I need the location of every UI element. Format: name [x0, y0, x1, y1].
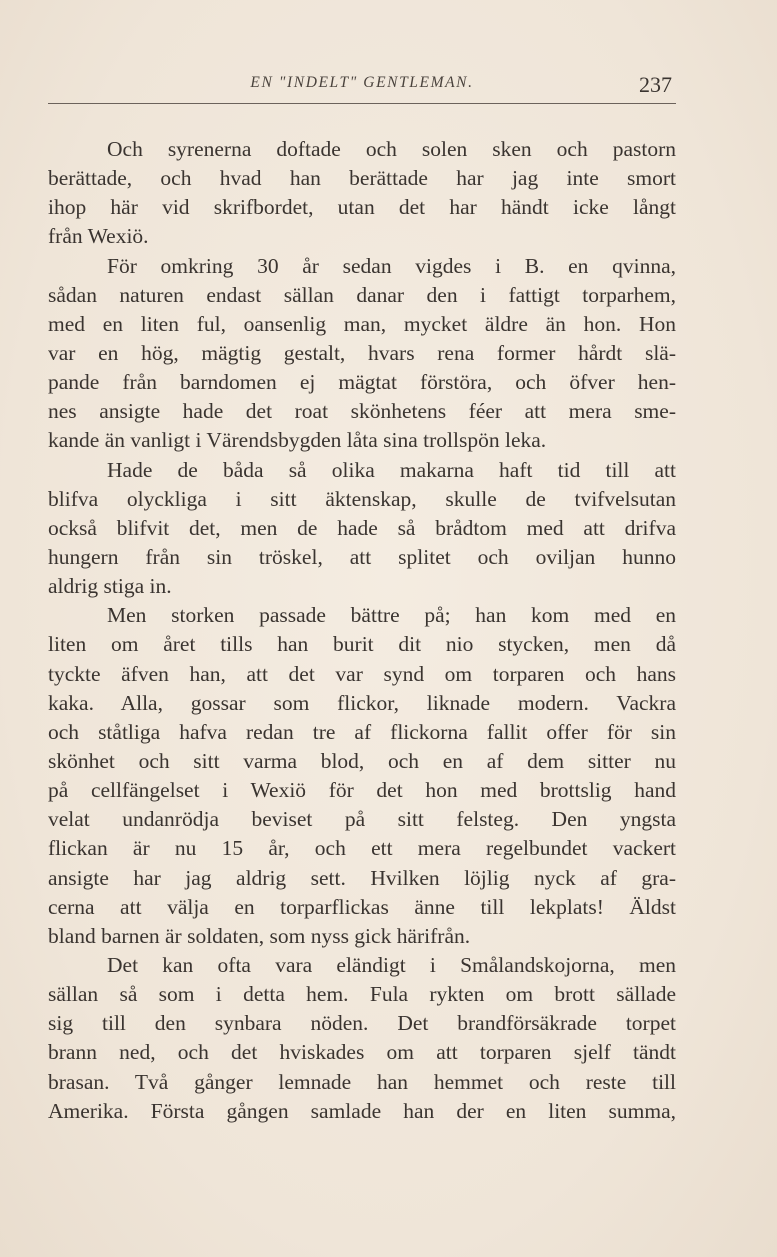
text-line: flickan är nu 15 år, och ett mera regelbundet vackert [48, 836, 676, 861]
text-line: kaka. Alla, gossar som flickor, liknade modern. Vackra [48, 690, 676, 715]
text-line: berättade, och hvad han berättade har jag inte smort [48, 166, 676, 191]
text-line: velat undanrödja beviset på sitt felsteg. Den yngsta [48, 807, 676, 832]
text-line: bland barnen är soldaten, som nyss gick härifrån. [48, 923, 471, 948]
text-line: från Wexiö. [48, 224, 149, 249]
text-line: nes ansigte hade det roat skönhetens féer att mera sme- [48, 399, 676, 424]
page-number: 237 [639, 72, 672, 97]
text-line: brasan. Två gånger lemnade han hemmet och reste till [48, 1069, 676, 1094]
text-line: brann ned, och det hviskades om att torparen sjelf tändt [48, 1040, 676, 1065]
text-line: kande än vanligt i Värendsbygden låta sina trollspön leka. [48, 428, 547, 453]
text-line: blifva olyckliga i sitt äktenskap, skulle de tvifvelsutan [48, 486, 676, 511]
text-line: sig till den synbara nöden. Det brandförsäkrade torpet [48, 1011, 676, 1036]
text-line: pande från barndomen ej mägtat förstöra, och öfver hen- [48, 370, 676, 395]
text-line: För omkring 30 år sedan vigdes i B. en qvinna, [107, 253, 676, 278]
text-line: också blifvit det, men de hade så brådtom med att drifva [48, 515, 676, 540]
text-line: sådan naturen endast sällan danar den i fattigt torparhem, [48, 282, 676, 307]
text-line: Hade de båda så olika makarna haft tid till att [107, 457, 676, 482]
text-line: var en hög, mägtig gestalt, hvars rena former hårdt slä- [48, 340, 676, 365]
body-text [48, 135, 676, 1126]
text-line: ansigte har jag aldrig sett. Hvilken löjlig nyck af gra- [48, 865, 676, 890]
text-line: och ståtliga hafva redan tre af flickorna fallit offer för sin [48, 719, 676, 744]
text-line: ihop här vid skrifbordet, utan det har händt icke långt [48, 195, 676, 220]
text-line: sällan så som i detta hem. Fula rykten om brott sällade [48, 982, 676, 1007]
text-line: Amerika. Första gången samlade han der en liten summa, [48, 1098, 676, 1123]
header-rule [48, 103, 676, 104]
text-line: skönhet och sitt varma blod, och en af dem sitter nu [48, 748, 676, 773]
text-line: med en liten ful, oansenlig man, mycket äldre än hon. Hon [48, 311, 676, 336]
text-line: aldrig stiga in. [48, 574, 172, 599]
running-head [48, 72, 676, 100]
text-line: cerna att välja en torparflickas änne till lekplats! Äldst [48, 894, 676, 919]
text-line: Men storken passade bättre på; han kom med en [107, 603, 676, 628]
text-line: liten om året tills han burit dit nio stycken, men då [48, 632, 676, 657]
running-title: EN "INDELT" GENTLEMAN. [250, 74, 474, 91]
text-line: Och syrenerna doftade och solen sken och pastorn [107, 137, 676, 161]
text-line: tyckte äfven han, att det var synd om torparen och hans [48, 661, 676, 686]
text-line: Det kan ofta vara eländigt i Smålandskojorna, men [107, 952, 676, 977]
text-line: hungern från sin tröskel, att splitet och oviljan hunno [48, 544, 676, 569]
text-line: på cellfängelset i Wexiö för det hon med brottslig hand [48, 778, 676, 803]
